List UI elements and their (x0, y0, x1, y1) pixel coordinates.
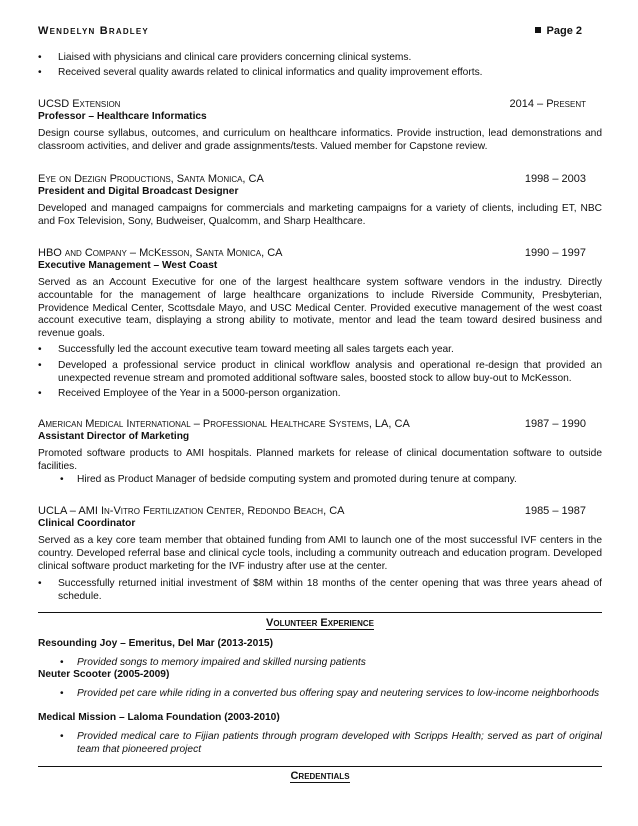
job-heading (38, 98, 586, 111)
bullet-icon: • (38, 388, 42, 399)
candidate-name: Wendelyn Bradley (38, 25, 149, 37)
bullet-icon: • (60, 731, 64, 742)
job-description: Design course syllabus, outcomes, and curriculum on healthcare informatics. Provide instruction, lead demonstrations and classroom activities, and deliver and grade assignments/tests. Valued member for Capstone review. (38, 128, 602, 152)
volunteer-title: Medical Mission – Laloma Foundation (2003-2010) (38, 712, 280, 723)
bullet-icon: • (38, 578, 42, 589)
job-dates: 2014 – Present (509, 98, 586, 110)
job-title: Professor – Healthcare Informatics (38, 111, 207, 122)
bullet-text: Hired as Product Manager of bedside computing system and promoted during tenure at company. (77, 474, 517, 485)
bullet-icon: • (38, 344, 42, 355)
bullet-text: Provided pet care while riding in a converted bus offering spay and neutering services to low-income neighborhoods (77, 688, 600, 699)
volunteer-heading: Volunteer Experience (266, 617, 374, 629)
bullet-icon: • (60, 474, 64, 485)
bullet-text: Successfully returned initial investment of $8M within 18 months of the center opening that was three years ahead of schedule. (58, 578, 602, 602)
bullet-text: Successfully led the account executive team toward meeting all sales targets each year. (58, 344, 454, 355)
volunteer-title: Resounding Joy – Emeritus, Del Mar (2013-2015) (38, 638, 273, 649)
employer: UCSD Extension (38, 98, 121, 110)
section-divider (38, 766, 602, 767)
employer: HBO and Company – McKesson, Santa Monica, CA (38, 247, 283, 259)
job-dates: 1985 – 1987 (524, 505, 586, 517)
page-label: Page 2 (546, 25, 582, 37)
employer: UCLA – AMI In-Vitro Fertilization Center, Redondo Beach, CA (38, 505, 345, 517)
section-divider (38, 612, 602, 613)
bullet-icon: • (60, 688, 64, 699)
volunteer-title: Neuter Scooter (2005-2009) (38, 669, 170, 680)
bullet-text: Provided medical care to Fijian patients through program developed with Scripps Health; served as part of original team that pioneered project (77, 731, 602, 755)
job-heading (38, 247, 586, 260)
job-description: Served as a key core team member that obtained funding from AMI to launch one of the most successful IVF centers in the country. Developed referral base and clinical cycle tools, including a community outreach and education program. Developed clinical software product marketing for the IVF industry after use at the center. (38, 535, 602, 572)
job-title: Executive Management – West Coast (38, 260, 218, 271)
job-heading (38, 418, 586, 431)
bullet-text: Received several quality awards related to clinical informatics and quality improvement efforts. (58, 67, 483, 78)
page-header (38, 25, 600, 39)
bullet-text: Developed a professional service product in clinical workflow analysis and operational re-design that provided an unexpected revenue stream and promoted additional software sales, boosted stock to allow buy-out to McKesson. (58, 360, 602, 384)
bullet-text: Liaised with physicians and clinical care providers concerning clinical systems. (58, 52, 412, 63)
employer: Eye on Dezign Productions, Santa Monica, CA (38, 173, 264, 185)
job-description: Promoted software products to AMI hospitals. Planned markets for release of clinical documentation software to outside facilities. (38, 448, 602, 472)
bullet-icon: • (38, 360, 42, 371)
job-title: President and Digital Broadcast Designer (38, 186, 239, 197)
job-dates: 1990 – 1997 (524, 247, 586, 259)
job-title: Clinical Coordinator (38, 518, 136, 529)
job-description: Developed and managed campaigns for commercials and marketing campaigns for a variety of clients, including ET, NBC and Fox Television, Sony, Budweiser, Qualcomm, and Sharp Healthcare. (38, 203, 602, 227)
bullet-text: Received Employee of the Year in a 5000-person organization. (58, 388, 341, 399)
job-heading (38, 173, 586, 186)
page-number (535, 25, 582, 37)
bullet-icon: • (60, 657, 64, 668)
employer: American Medical International – Professional Healthcare Systems, LA, CA (38, 418, 410, 430)
bullet-icon: • (38, 52, 42, 63)
job-description: Served as an Account Executive for one of the largest healthcare system software vendors in the industry. Directly accountable for the management of large healthcare organizations to include Riverside Community, Presbyterian, Providence Medical Center, Scottsdale Mayo, and USC Medical Center. Provided executive management of the west coast account executive team, displaying a strong ability to motivate, mentor and lead the team toward desired business and revenue goals. (38, 277, 602, 340)
job-dates: 1998 – 2003 (524, 173, 586, 185)
square-bullet-icon (535, 27, 541, 33)
credentials-heading: Credentials (290, 770, 350, 782)
job-title: Assistant Director of Marketing (38, 431, 190, 442)
bullet-icon: • (38, 67, 42, 78)
bullet-text: Provided songs to memory impaired and skilled nursing patients (77, 657, 366, 668)
job-dates: 1987 – 1990 (524, 418, 586, 430)
job-heading (38, 505, 586, 518)
